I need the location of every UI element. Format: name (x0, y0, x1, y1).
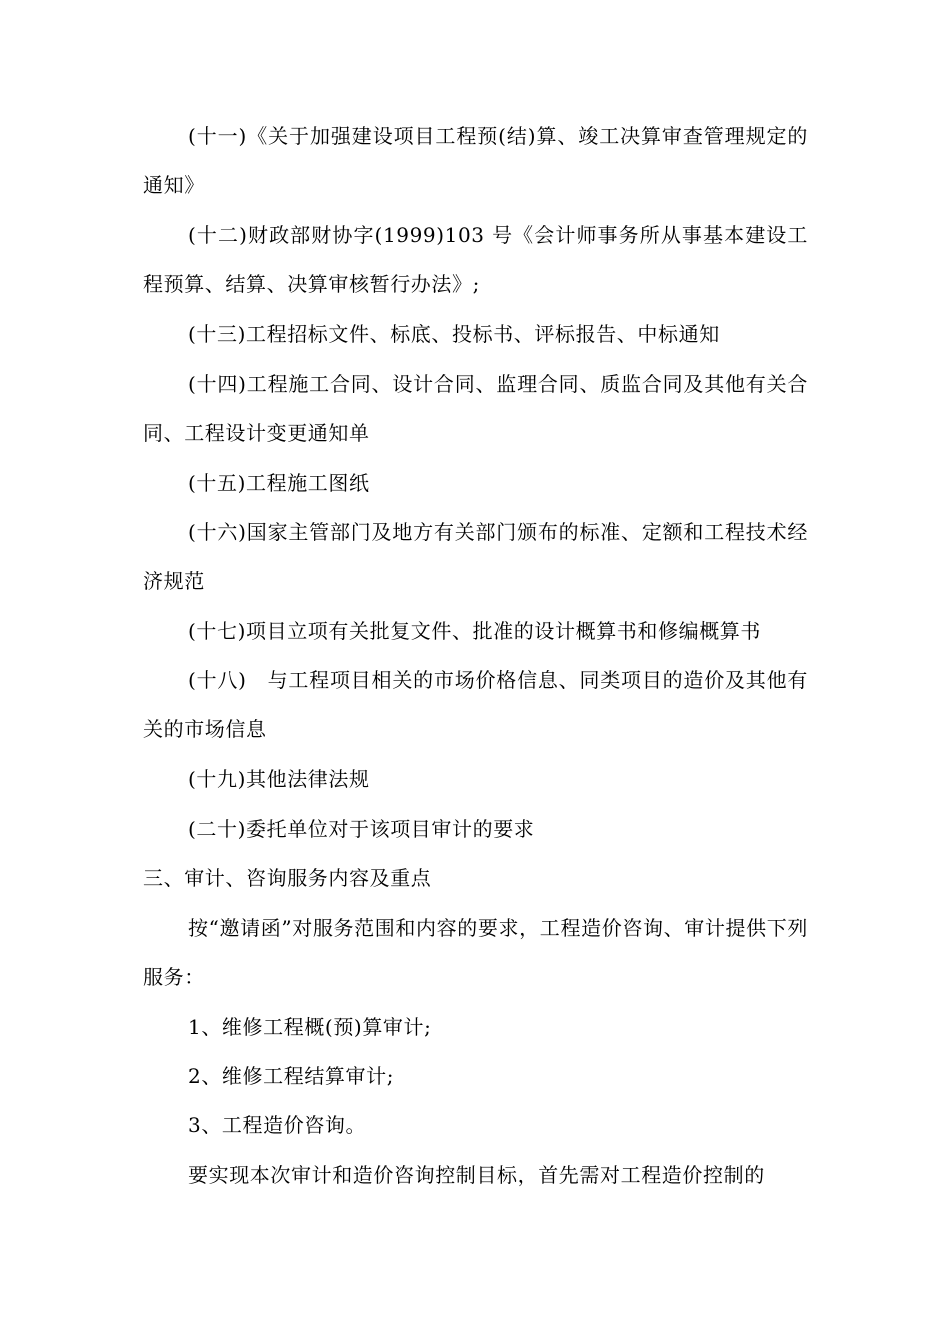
service-item-3: 3、工程造价咨询。 (188, 1113, 367, 1137)
service-item-2: 2、维修工程结算审计; (188, 1064, 395, 1088)
paragraph-item-14: (十四)工程施工合同、设计合同、监理合同、质监合同及其他有关合同、工程设计变更通知单 (143, 372, 808, 445)
paragraph-objective: 要实现本次审计和造价咨询控制目标，首先需对工程造价控制的 (188, 1163, 765, 1187)
paragraph-item-19: (十九)其他法律法规 (188, 767, 370, 791)
paragraph-services-intro: 按“邀请函”对服务范围和内容的要求，工程造价咨询、审计提供下列服务： (143, 916, 808, 989)
paragraph-item-16: (十六)国家主管部门及地方有关部门颁布的标准、定额和工程技术经济规范 (143, 520, 808, 593)
paragraph-item-12: (十二)财政部财协字(1999)103 号《会计师事务所从事基本建设工程预算、结算、决算审核暂行办法》; (143, 223, 808, 296)
paragraph-item-17: (十七)项目立项有关批复文件、批准的设计概算书和修编概算书 (188, 619, 762, 643)
paragraph-item-18: (十八) 与工程项目相关的市场价格信息、同类项目的造价及其他有关的市场信息 (143, 668, 808, 741)
paragraph-item-20: (二十)委托单位对于该项目审计的要求 (188, 817, 535, 841)
paragraph-item-11: (十一)《关于加强建设项目工程预(结)算、竣工决算审查管理规定的通知》 (143, 124, 808, 197)
paragraph-item-13: (十三)工程招标文件、标底、投标书、评标报告、中标通知 (188, 322, 720, 346)
paragraph-item-15: (十五)工程施工图纸 (188, 471, 370, 495)
service-item-1: 1、维修工程概(预)算审计; (188, 1015, 432, 1039)
section-heading: 三、审计、咨询服务内容及重点 (143, 866, 432, 890)
